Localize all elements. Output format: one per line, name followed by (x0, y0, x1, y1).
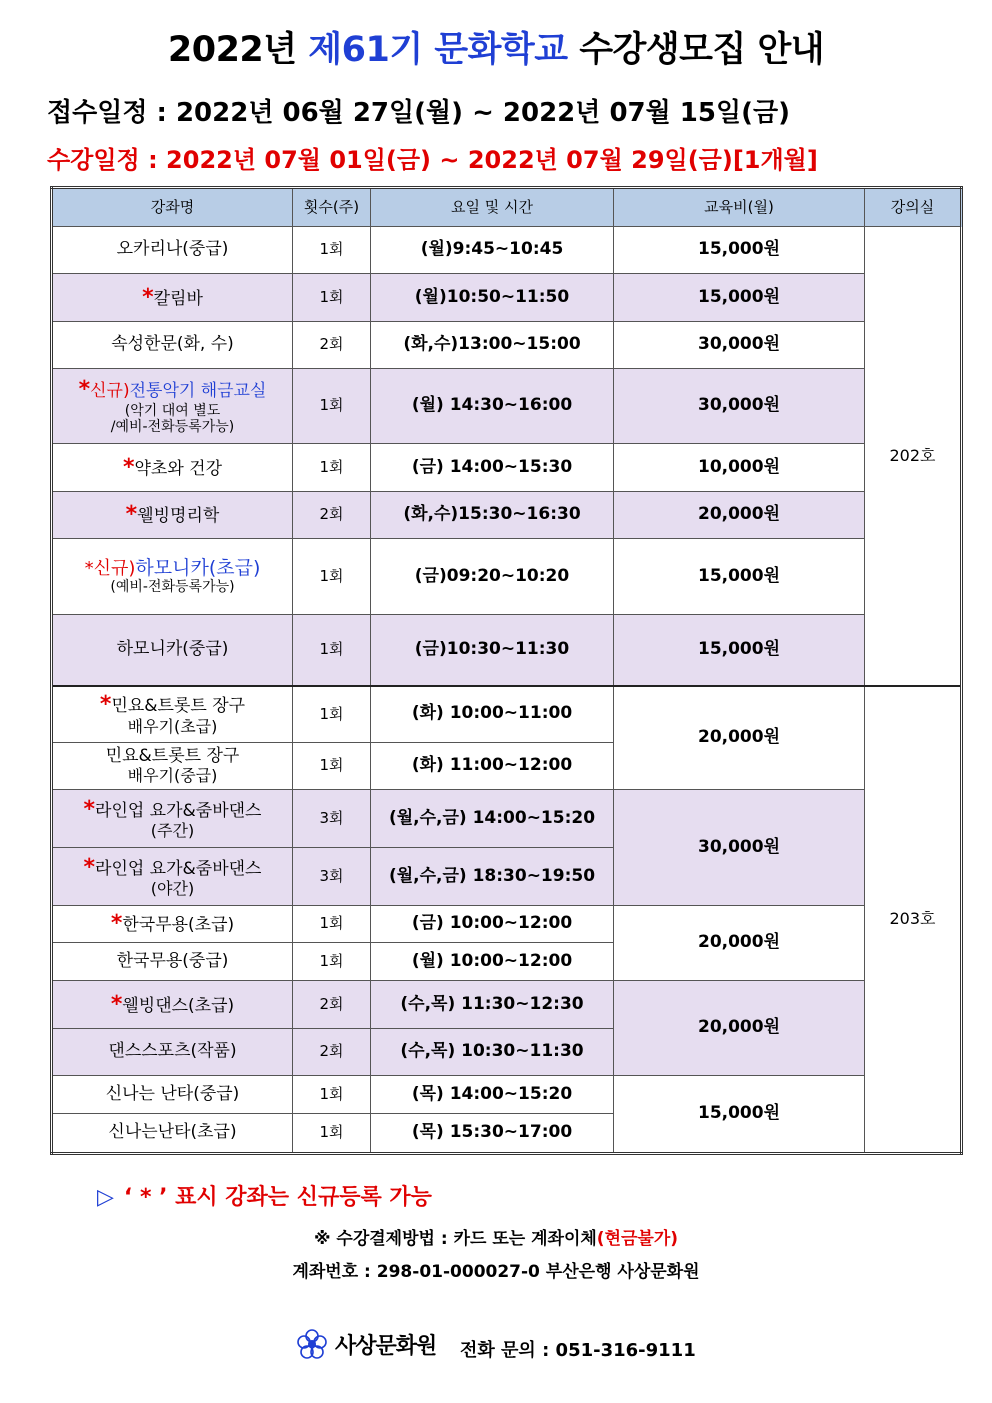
flower-logo-icon (295, 1327, 329, 1361)
table-header-row (52, 188, 962, 227)
header-time: 요일 및 시간 (371, 188, 614, 227)
table-row: *신규)전통악기 해금교실 (악기 대여 별도 /예비-전화등록가능) 1회 (월) 14:30~16:00 30,000원 (52, 369, 962, 444)
registration-period: 접수일정 : 2022년 06월 27일(월) ~ 2022년 07월 15일(금) (47, 98, 790, 128)
table-row: *라인업 요가&줌바댄스 (야간) 3회 (월,수,금) 18:30~19:50 (52, 848, 962, 906)
table-row: 한국무용(중급) 1회 (월) 10:00~12:00 (52, 943, 962, 981)
header-course-name: 강좌명 (52, 188, 293, 227)
table-row: *라인업 요가&줌바댄스 (주간) 3회 (월,수,금) 14:00~15:20 30,000원 (52, 790, 962, 848)
table-row: 민요&트롯트 장구 배우기(중급) 1회 (화) 11:00~12:00 (52, 743, 962, 790)
room-203: 203호 (865, 686, 962, 1154)
header-count: 횟수(주) (293, 188, 371, 227)
account-number: 계좌번호 : 298-01-000027-0 부산은행 사상문화원 (292, 1262, 700, 1282)
page-title: 2022년 제61기 문화학교 수강생모집 안내 (167, 30, 825, 70)
table-row: *웰빙명리학 2회 (화,수)15:30~16:30 20,000원 (52, 492, 962, 539)
table-row: *칼림바 1회 (월)10:50~11:50 15,000원 (52, 274, 962, 322)
table-row: 신나는 난타(중급) 1회 (목) 14:00~15:20 15,000원 (52, 1076, 962, 1114)
sasang-culture-center-logo: 사상문화원 (295, 1326, 436, 1362)
header-room: 강의실 (865, 188, 962, 227)
phone-inquiry: 전화 문의 : 051-316-9111 (460, 1340, 696, 1361)
triangle-icon: ▷ (97, 1185, 114, 1210)
table-row: *한국무용(초급) 1회 (금) 10:00~12:00 20,000원 (52, 906, 962, 943)
table-row: 속성한문(화, 수) 2회 (화,수)13:00~15:00 30,000원 (52, 322, 962, 369)
course-period: 수강일정 : 2022년 07월 01일(금) ~ 2022년 07월 29일(금)[1개월] (47, 146, 818, 174)
table-row: *신규)하모니카(초급) (예비-전화등록가능) 1회 (금)09:20~10:20 15,000원 (52, 539, 962, 615)
table-row: 신나는난타(초급) 1회 (목) 15:30~17:00 (52, 1114, 962, 1154)
table-row: 오카리나(중급) 1회 (월)9:45~10:45 15,000원 202호 (52, 227, 962, 274)
table-row: 댄스스포츠(작품) 2회 (수,목) 10:30~11:30 (52, 1029, 962, 1076)
header-fee: 교육비(월) (614, 188, 865, 227)
room-202: 202호 (865, 227, 962, 686)
payment-method: ※ 수강결제방법 : 카드 또는 계좌이체(현금불가) (313, 1229, 679, 1249)
new-registration-note: ▷ ‘ * ’ 표시 강좌는 신규등록 가능 (97, 1185, 432, 1210)
table-row: *웰빙댄스(초급) 2회 (수,목) 11:30~12:30 20,000원 (52, 981, 962, 1029)
course-schedule-table (50, 186, 963, 1155)
table-row: *약초와 건강 1회 (금) 14:00~15:30 10,000원 (52, 444, 962, 492)
table-row: 하모니카(중급) 1회 (금)10:30~11:30 15,000원 (52, 615, 962, 686)
table-row: *민요&트롯트 장구 배우기(초급) 1회 (화) 10:00~11:00 20,000원 203호 (52, 686, 962, 743)
